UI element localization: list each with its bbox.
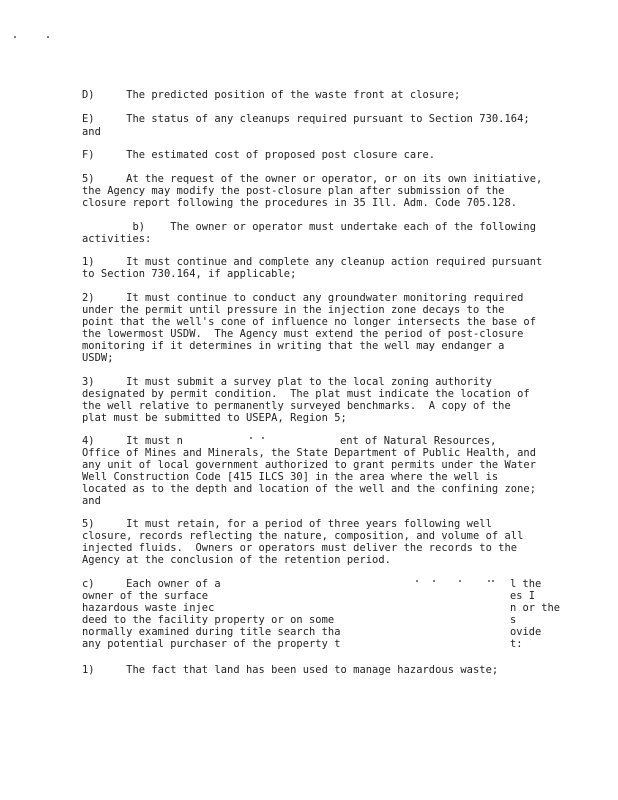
subsection-b-line: b) The owner or operator must undertake each of the following: [82, 221, 537, 233]
item-b3-line: 3) It must submit a survey plat to the local zoning authority: [82, 376, 492, 388]
scan-speck: [433, 580, 435, 582]
para-5-line: 5) At the request of the owner or operator, or on its own initiative,: [82, 173, 543, 185]
item-b1-line: to Section 730.164, if applicable;: [82, 268, 297, 280]
item-b4-line: Office of Mines and Minerals, the State Department of Public Health, and: [82, 447, 537, 459]
scan-speck: [250, 437, 252, 439]
subsection-b-line: activities:: [82, 233, 152, 245]
subsection-c-right-fragment: ovide: [510, 626, 542, 638]
item-f: F) The estimated cost of proposed post closure care.: [82, 149, 436, 161]
subsection-c-right-fragment: es I: [510, 590, 536, 602]
subsection-c-right-fragment: s: [510, 614, 517, 626]
item-b4-line: any unit of local government authorized to grant permits under the Water: [82, 459, 537, 471]
item-b5-line: closure, records reflecting the nature, composition, and volume of all: [82, 530, 524, 542]
item-b3-line: designated by permit condition. The plat must indicate the location of: [82, 388, 530, 400]
item-b5-line: Agency at the conclusion of the retention period.: [82, 554, 391, 566]
scan-speck: [14, 36, 16, 38]
subsection-c-left-line: any potential purchaser of the property t: [82, 638, 341, 650]
subsection-c-left-line: c) Each owner of a: [82, 578, 221, 590]
item-b4-line: 4) It must n: [82, 435, 183, 447]
subsection-c-left-line: normally examined during title search tha: [82, 626, 341, 638]
item-b2-line: 2) It must continue to conduct any groundwater monitoring required: [82, 292, 524, 304]
scan-speck: [47, 36, 49, 38]
para-5-line: closure report following the procedures in 35 Ill. Adm. Code 705.128.: [82, 197, 518, 209]
item-b1-line: 1) It must continue and complete any cleanup action required pursuant: [82, 256, 543, 268]
subsection-c-right-fragment: n or the: [510, 602, 561, 614]
item-b2-line: under the permit until pressure in the injection zone decays to the: [82, 304, 505, 316]
scan-speck: [492, 580, 494, 582]
item-b4-line: and: [82, 495, 101, 507]
item-b2-line: the lowermost USDW. The Agency must extend the period of post-closure: [82, 328, 524, 340]
item-b4-line: located as to the depth and location of the well and the confining zone;: [82, 483, 537, 495]
subsection-c-right-fragment: t:: [510, 638, 523, 650]
subsection-c-right-fragment: l the: [510, 578, 542, 590]
item-d: D) The predicted position of the waste front at closure;: [82, 89, 461, 101]
subsection-c-left-line: owner of the surface: [82, 590, 209, 602]
item-e-line-1: E) The status of any cleanups required pursuant to Section 730.164;: [82, 113, 530, 125]
para-5-line: the Agency may modify the post-closure plan after submission of the: [82, 185, 505, 197]
item-b4-fragment-right: ent of Natural Resources,: [340, 435, 497, 447]
scan-speck: [262, 437, 264, 439]
scan-speck: [416, 580, 418, 582]
scan-speck: [459, 580, 461, 582]
item-b5-line: 5) It must retain, for a period of three years following well: [82, 518, 492, 530]
subsection-c-left-line: deed to the facility property or on some: [82, 614, 335, 626]
item-b2-line: monitoring if it determines in writing that the well may endanger a: [82, 340, 505, 352]
subsection-c-left-line: hazardous waste injec: [82, 602, 215, 614]
item-b5-line: injected fluids. Owners or operators must deliver the records to the: [82, 542, 518, 554]
item-b4-line: Well Construction Code [415 ILCS 30] in the area where the well is: [82, 471, 499, 483]
scan-speck: [488, 580, 490, 582]
item-e-line-2: and: [82, 126, 101, 138]
item-b2-line: point that the well's cone of influence no longer intersects the base of: [82, 316, 537, 328]
item-b3-line: plat must be submitted to USEPA, Region 5;: [82, 412, 347, 424]
item-c1: 1) The fact that land has been used to manage hazardous waste;: [82, 664, 499, 676]
item-b3-line: the well relative to permanently surveyed benchmarks. A copy of the: [82, 400, 511, 412]
item-b2-line: USDW;: [82, 352, 114, 364]
